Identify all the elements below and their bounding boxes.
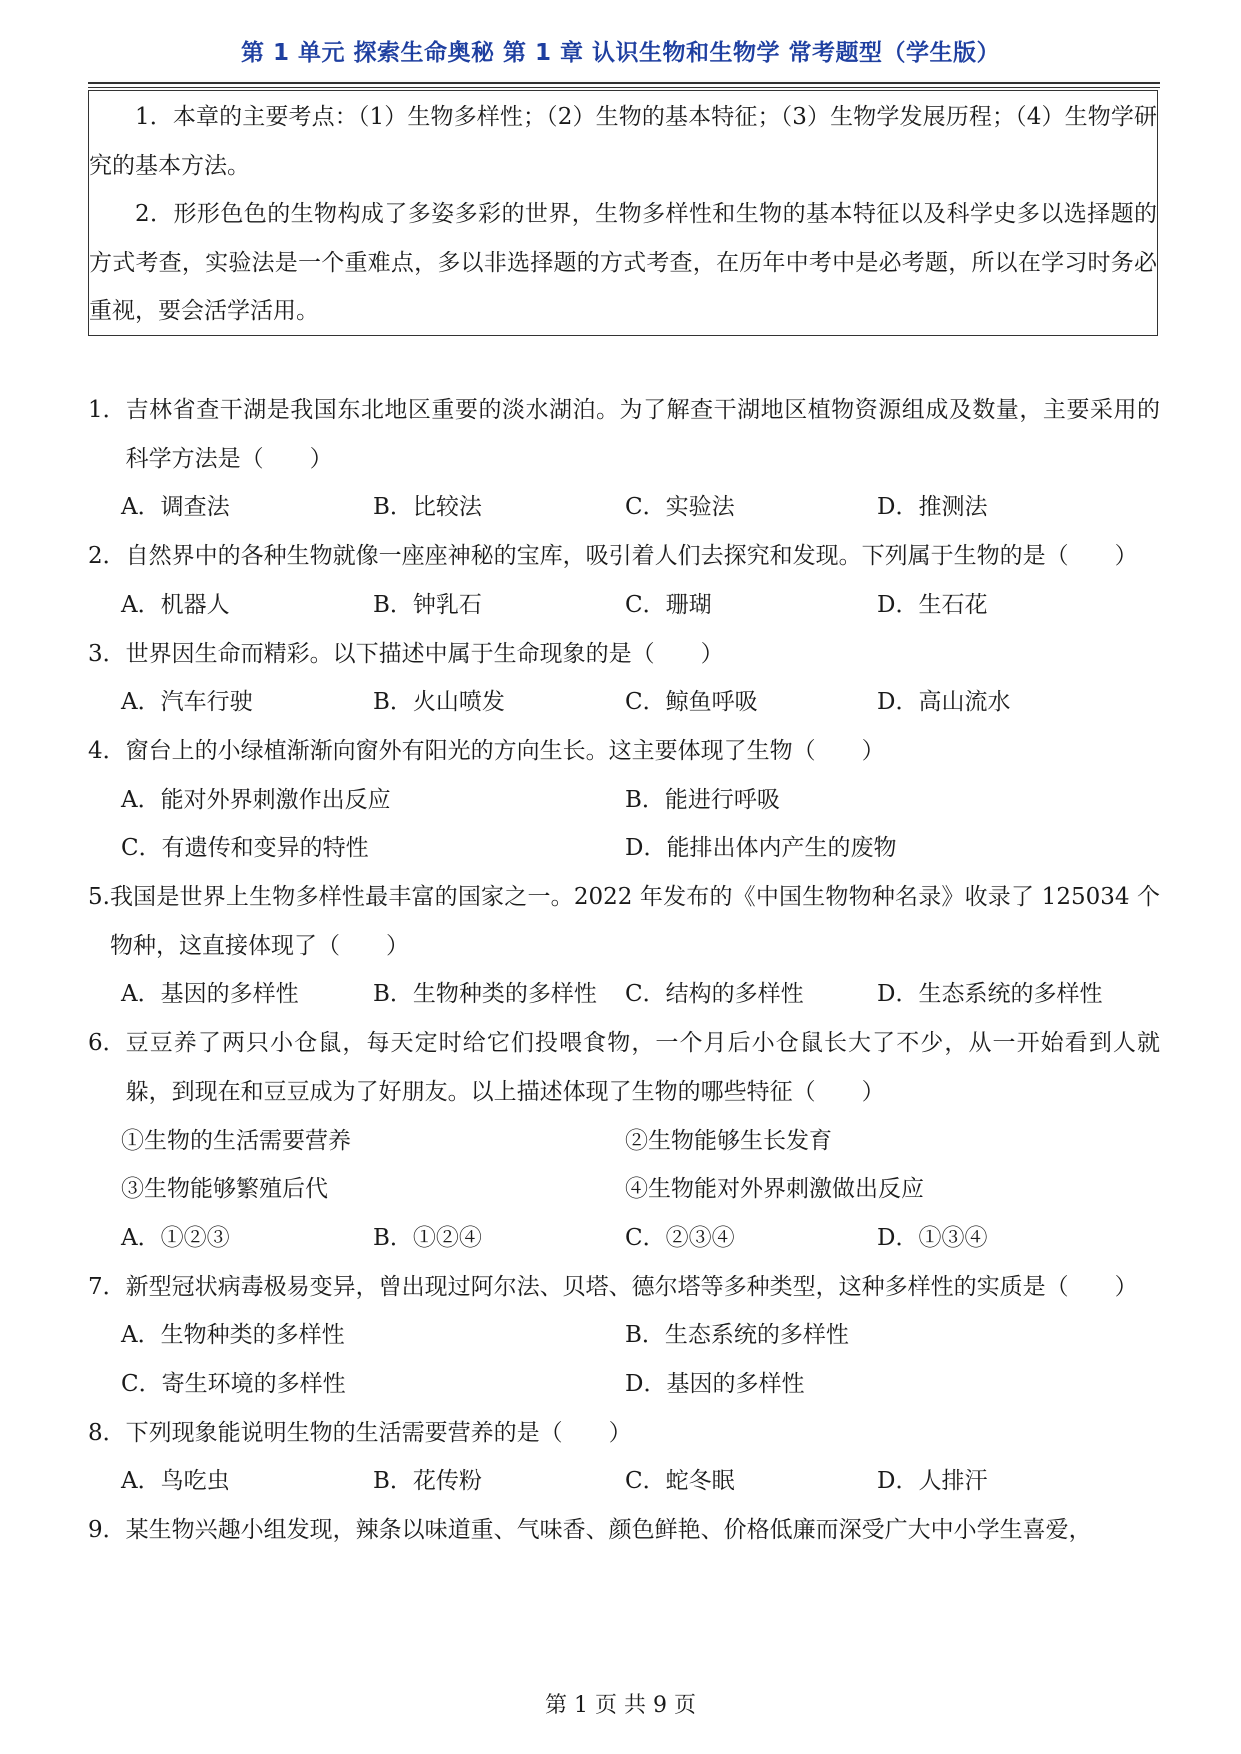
question-1 (88, 386, 1160, 532)
question-stem: 下列现象能说明生物的生活需要营养的是（ ） (125, 1419, 632, 1446)
option-a: A．鸟吃虫 (121, 1468, 230, 1495)
statement-3: ③生物能够繁殖后代 (121, 1176, 328, 1203)
option-a: A．生物种类的多样性 (121, 1322, 345, 1349)
option-c: C．寄生环境的多样性 (121, 1371, 346, 1398)
option-list (88, 581, 1160, 630)
question-number: 7． (88, 1273, 126, 1300)
question-stem: 自然界中的各种生物就像一座座神秘的宝库，吸引着人们去探究和发现。下列属于生物的是（ ） (125, 543, 1138, 570)
question-stem: 世界因生命而精彩。以下描述中属于生命现象的是（ ） (125, 640, 724, 667)
option-b: B．花传粉 (373, 1468, 482, 1495)
question-6 (88, 1019, 1160, 1263)
option-c: C．蛇冬眠 (625, 1468, 735, 1495)
option-d: D．基因的多样性 (625, 1371, 805, 1398)
summary-paragraph-2: 2．形形色色的生物构成了多姿多彩的世界，生物多样性和生物的基本特征以及科学史多以选择题的方式考查，实验法是一个重难点，多以非选择题的方式考查，在历年中考中是必考题，所以在学习时务必重视，要会活学活用。 (89, 201, 1157, 324)
option-list (88, 776, 1160, 873)
question-number: 1． (88, 397, 126, 423)
page-header-title: 第 1 单元 探索生命奥秘 第 1 章 认识生物和生物学 常考题型（学生版） (240, 40, 1001, 66)
option-c: C．有遗传和变异的特性 (121, 835, 369, 862)
header-divider (88, 82, 1160, 88)
question-9 (88, 1506, 1160, 1555)
question-stem: 我国是世界上生物多样性最丰富的国家之一。2022 年发布的《中国生物物种名录》收录了 125034 个物种，这直接体现了（ ） (109, 884, 1160, 959)
question-number: 8． (88, 1419, 126, 1446)
statement-1: ①生物的生活需要营养 (121, 1127, 351, 1154)
option-b: B．能进行呼吸 (625, 786, 780, 813)
option-d: D．生态系统的多样性 (877, 981, 1103, 1008)
option-b: B．生物种类的多样性 (373, 981, 597, 1008)
option-b: B．生态系统的多样性 (625, 1322, 849, 1349)
question-number: 6． (88, 1030, 126, 1057)
option-d: D．生石花 (877, 591, 988, 618)
option-list (88, 483, 1160, 532)
question-number: 2． (88, 543, 126, 570)
option-d: D．能排出体内产生的废物 (625, 835, 897, 862)
option-b: B．火山喷发 (373, 689, 505, 716)
question-8 (88, 1409, 1160, 1506)
question-number: 5. (88, 884, 110, 911)
option-b: B．①②④ (373, 1224, 482, 1251)
question-stem: 新型冠状病毒极易变异，曾出现过阿尔法、贝塔、德尔塔等多种类型，这种多样性的实质是（ ） (125, 1273, 1138, 1300)
option-list (88, 678, 1160, 727)
question-number: 3． (88, 640, 126, 667)
option-c: C．结构的多样性 (625, 981, 804, 1008)
summary-paragraph-1: 1．本章的主要考点：（1）生物多样性；（2）生物的基本特征；（3）生物学发展历程；（4）生物学研究的基本方法。 (89, 104, 1157, 179)
option-d: D．高山流水 (877, 689, 1011, 716)
statement-2: ②生物能够生长发育 (625, 1127, 832, 1154)
option-d: D．①③④ (877, 1224, 988, 1251)
question-3 (88, 630, 1160, 727)
question-4 (88, 727, 1160, 873)
question-number: 4． (88, 737, 126, 764)
question-stem: 某生物兴趣小组发现，辣条以味道重、气味香、颜色鲜艳、价格低廉而深受广大中小学生喜爱， (125, 1517, 1092, 1544)
option-a: A．基因的多样性 (121, 981, 299, 1008)
chapter-summary-box (88, 90, 1158, 336)
option-b: B．钟乳石 (373, 591, 482, 618)
option-d: D．推测法 (877, 494, 988, 521)
option-c: C．实验法 (625, 494, 735, 521)
option-a: A．①②③ (121, 1224, 230, 1251)
option-a: A．汽车行驶 (121, 689, 253, 716)
statement-4: ④生物能对外界刺激做出反应 (625, 1176, 924, 1203)
option-c: C．②③④ (625, 1224, 735, 1251)
option-list (88, 970, 1160, 1019)
question-stem: 吉林省查干湖是我国东北地区重要的淡水湖泊。为了解查干湖地区植物资源组成及数量，主要采用的科学方法是（ ） (125, 397, 1160, 472)
option-list (88, 1214, 1160, 1263)
question-7 (88, 1263, 1160, 1409)
option-list (88, 1311, 1160, 1408)
option-a: A．机器人 (121, 591, 230, 618)
question-stem: 豆豆养了两只小仓鼠，每天定时给它们投喂食物，一个月后小仓鼠长大了不少，从一开始看到人就躲，到现在和豆豆成为了好朋友。以上描述体现了生物的哪些特征（ ） (125, 1030, 1160, 1105)
option-c: C．珊瑚 (625, 591, 712, 618)
option-a: A．能对外界刺激作出反应 (121, 786, 391, 813)
option-d: D．人排汗 (877, 1468, 988, 1495)
option-list (88, 1457, 1160, 1506)
question-5 (88, 873, 1160, 1019)
option-c: C．鲸鱼呼吸 (625, 689, 758, 716)
question-list (88, 386, 1160, 1555)
statement-list (88, 1117, 1160, 1214)
page-number: 第 1 页 共 9 页 (545, 1693, 696, 1718)
option-b: B．比较法 (373, 494, 482, 521)
question-2 (88, 532, 1160, 629)
question-stem: 窗台上的小绿植渐渐向窗外有阳光的方向生长。这主要体现了生物（ ） (125, 737, 885, 764)
option-a: A．调查法 (121, 494, 230, 521)
question-number: 9． (88, 1517, 126, 1544)
